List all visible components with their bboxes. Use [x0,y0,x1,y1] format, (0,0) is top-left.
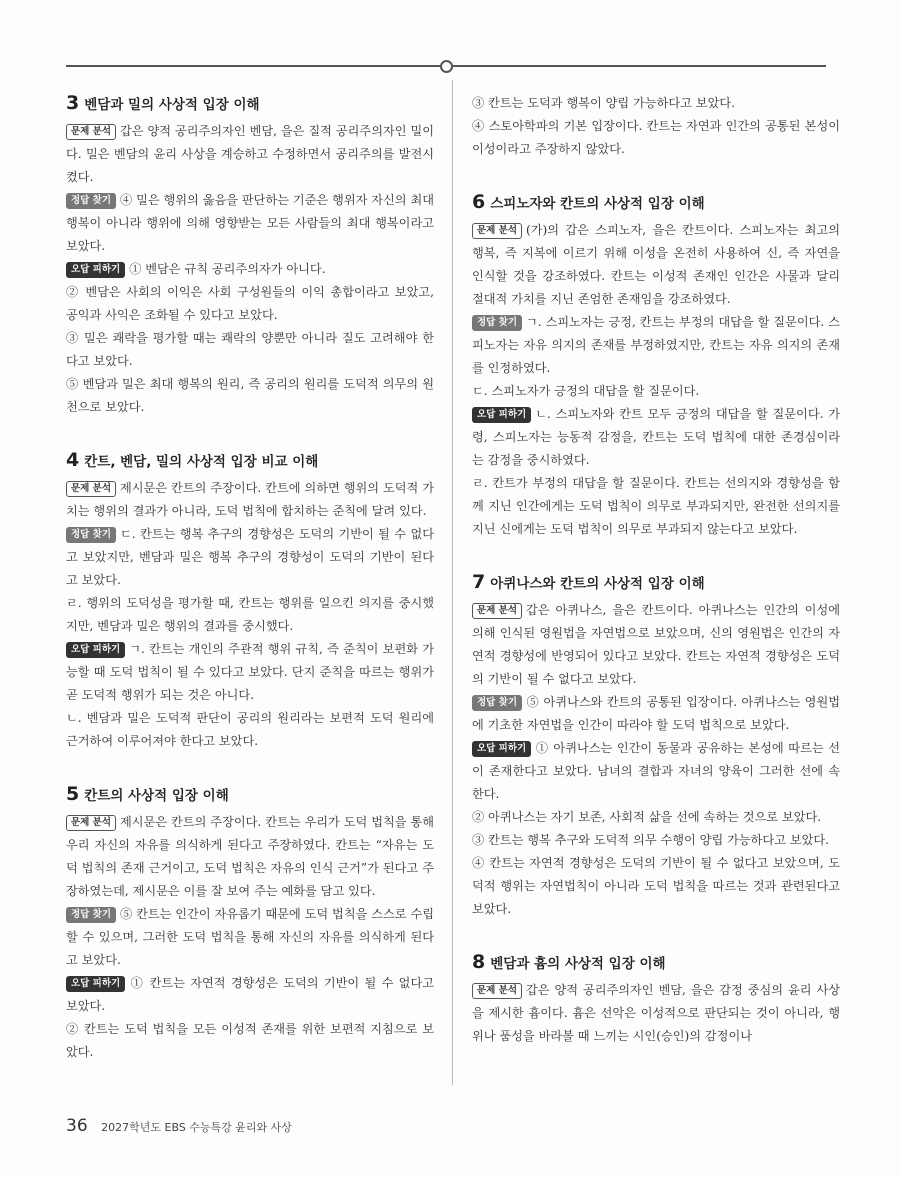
label-badge: 정답 찾기 [472,695,522,711]
label-badge: 문제 분석 [66,481,116,497]
paragraph [66,281,434,327]
paragraph-text: 갑은 양적 공리주의자인 벤담, 을은 감정 중심의 윤리 사상을 제시한 흄이다. 흄은 선악은 이성적으로 판단되는 것이 아니라, 행위나 품성을 바라볼 때 느끼는 시인(승인)의 감정이나 [472,983,840,1043]
paragraph-text: ② 칸트는 도덕 법칙을 모든 이성적 존재를 위한 보편적 지침으로 보았다. [66,1022,434,1059]
paragraph-text: ④ 스토아학파의 기본 입장이다. 칸트는 자연과 인간의 공통된 본성이 이성이라고 주장하지 않았다. [472,119,840,156]
label-badge: 오답 피하기 [66,976,125,992]
section [66,92,434,419]
section-heading [472,571,840,593]
left-column [66,92,434,1094]
section-title: 스피노자와 칸트의 사상적 입장 이해 [490,196,705,212]
label-badge: 오답 피하기 [66,642,125,658]
paragraph-text: 갑은 양적 공리주의자인 벤담, 을은 질적 공리주의자인 밀이다. 밀은 벤담의 윤리 사상을 계승하고 수정하면서 공리주의를 발전시켰다. [66,124,434,184]
paragraph [66,707,434,753]
paragraph-text: ㄱ. 스피노자는 긍정, 칸트는 부정의 대답을 할 질문이다. 스피노자는 자유 의지의 존재를 부정하였지만, 칸트는 자유 의지의 존재를 인정하였다. [472,315,840,375]
paragraph-text: ㄷ. 스피노자가 긍정의 대답을 할 질문이다. [472,384,700,398]
paragraph [66,523,434,592]
section-title: 칸트의 사상적 입장 이해 [84,788,229,804]
section-title: 칸트, 벤담, 밀의 사상적 입장 비교 이해 [84,454,319,470]
paragraph [472,737,840,806]
paragraph [472,219,840,311]
paragraph-text: ① 칸트는 자연적 경향성은 도덕의 기반이 될 수 없다고 보았다. [66,976,434,1013]
paragraph-text: ⑤ 아퀴나스와 칸트의 공통된 입장이다. 아퀴나스는 영원법에 기초한 자연법을 인간이 따라야 할 도덕 법칙으로 보았다. [472,695,840,732]
paragraph-text: 갑은 아퀴나스, 을은 칸트이다. 아퀴나스는 인간의 이성에 의해 인식된 영원법을 자연법으로 보았으며, 신의 영원법은 인간의 자연적 경향성에 반영되어 있다고 보았다. 칸트는 자연적 경향성은 도덕의 기반이 될 수 없다고 보았다. [472,603,840,686]
section-number: 7 [472,571,486,593]
section [66,783,434,1064]
section [472,951,840,1048]
section [66,449,434,753]
paragraph [66,903,434,972]
paragraph-text: ① 아퀴나스는 인간이 동물과 공유하는 본성에 따르는 선이 존재한다고 보았다. 남녀의 결합과 자녀의 양육이 그러한 선에 속한다. [472,741,840,801]
paragraph [472,979,840,1048]
section-heading [66,449,434,471]
page-footer [66,1116,292,1136]
section-title: 아퀴나스와 칸트의 사상적 입장 이해 [490,576,705,592]
paragraph [472,829,840,852]
paragraph-text: ② 벤담은 사회의 이익은 사회 구성원들의 이익 총합이라고 보았고, 공익과 사익은 조화될 수 있다고 보았다. [66,285,434,322]
paragraph [66,189,434,258]
paragraph-text: ③ 밀은 쾌락을 평가할 때는 쾌락의 양뿐만 아니라 질도 고려해야 한다고 보았다. [66,331,434,368]
paragraph-text: (가)의 갑은 스피노자, 을은 칸트이다. 스피노자는 최고의 행복, 즉 지복에 이르기 위해 이성을 온전히 사용하여 신, 즉 자연을 인식할 것을 강조하였다. 칸트는 이성적 존재인 인간은 사물과 달리 절대적 가치를 지닌 존엄한 존재임을 강조하였다. [472,223,840,306]
section-number: 3 [66,92,80,114]
section-number: 4 [66,449,80,471]
label-badge: 문제 분석 [66,124,116,140]
section-heading [472,191,840,213]
header-rule-dot [440,60,453,73]
label-badge: 정답 찾기 [66,907,116,923]
paragraph-text: ㄹ. 행위의 도덕성을 평가할 때, 칸트는 행위를 일으킨 의지를 중시했지만, 벤담과 밀은 행위의 결과를 중시했다. [66,596,434,633]
paragraph [472,115,840,161]
paragraph [66,373,434,419]
book-title: 2027학년도 EBS 수능특강 윤리와 사상 [101,1121,292,1134]
paragraph-text: 제시문은 칸트의 주장이다. 칸트에 의하면 행위의 도덕적 가치는 행위의 결과가 아니라, 도덕 법칙에 합치하는 준칙에 달려 있다. [66,481,434,518]
label-badge: 오답 피하기 [472,741,531,757]
paragraph-text: ㄱ. 칸트는 개인의 주관적 행위 규칙, 즉 준칙이 보편화 가능할 때 도덕 법칙이 될 수 있다고 보았다. 단지 준칙을 따르는 행위가 곧 도덕적 행위가 되는 것은 아니다. [66,642,434,702]
paragraph-text: ㄴ. 벤담과 밀은 도덕적 판단이 공리의 원리라는 보편적 도덕 원리에 근거하여 이루어져야 한다고 보았다. [66,711,434,748]
paragraph [66,327,434,373]
label-badge: 정답 찾기 [472,315,522,331]
section [472,191,840,541]
section-heading [66,92,434,114]
paragraph-text: ③ 칸트는 도덕과 행복이 양립 가능하다고 보았다. [472,96,735,110]
paragraph [472,852,840,921]
paragraph-text: ⑤ 칸트는 인간이 자유롭기 때문에 도덕 법칙을 스스로 수립할 수 있으며, 그러한 도덕 법칙을 통해 자신의 자유를 의식하게 된다고 보았다. [66,907,434,967]
right-column [472,92,840,1078]
section-number: 8 [472,951,486,973]
paragraph [66,592,434,638]
section-number: 5 [66,783,80,805]
paragraph [472,472,840,541]
label-badge: 정답 찾기 [66,193,116,209]
paragraph-text: 제시문은 칸트의 주장이다. 칸트는 우리가 도덕 법칙을 통해 우리 자신의 자유를 의식하게 된다고 주장하였다. 칸트는 “자유는 도덕 법칙의 존재 근거이고, 도덕 법칙은 자유의 인식 근거”가 된다고 주장하였는데, 제시문은 이를 잘 보여 주는 예화를 담고 있다. [66,815,434,898]
label-badge: 문제 분석 [66,815,116,831]
paragraph [66,638,434,707]
paragraph [472,380,840,403]
paragraph-text: ④ 밀은 행위의 옳음을 판단하는 기준은 행위자 자신의 최대 행복이 아니라 행위에 의해 영향받는 모든 사람들의 최대 행복이라고 보았다. [66,193,434,253]
paragraph [66,1018,434,1064]
paragraph [472,691,840,737]
paragraph [66,258,434,281]
column-divider [452,80,453,1085]
section-title: 벤담과 흄의 사상적 입장 이해 [490,956,666,972]
label-badge: 오답 피하기 [66,262,125,278]
label-badge: 문제 분석 [472,223,522,239]
section-heading [66,783,434,805]
paragraph [472,806,840,829]
paragraph [66,120,434,189]
label-badge: 정답 찾기 [66,527,116,543]
paragraph-text: ㄴ. 스피노자와 칸트 모두 긍정의 대답을 할 질문이다. 가령, 스피노자는 능동적 감정을, 칸트는 도덕 법칙에 대한 존경심이라는 감정을 중시하였다. [472,407,840,467]
paragraph-text: ④ 칸트는 자연적 경향성은 도덕의 기반이 될 수 없다고 보았으며, 도덕적 행위는 자연법칙이 아니라 도덕 법칙을 따르는 것과 관련된다고 보았다. [472,856,840,916]
section-title: 벤담과 밀의 사상적 입장 이해 [84,97,260,113]
label-badge: 오답 피하기 [472,407,531,423]
paragraph [66,972,434,1018]
label-badge: 문제 분석 [472,603,522,619]
page-number: 36 [66,1116,88,1136]
section [472,571,840,921]
paragraph-text: ⑤ 벤담과 밀은 최대 행복의 원리, 즉 공리의 원리를 도덕적 의무의 원천으로 보았다. [66,377,434,414]
paragraph [472,403,840,472]
paragraph-text: ㄷ. 칸트는 행복 추구의 경향성은 도덕의 기반이 될 수 없다고 보았지만, 벤담과 밀은 행복 추구의 경향성이 도덕의 기반이 된다고 보았다. [66,527,434,587]
paragraph-text: ㄹ. 칸트가 부정의 대답을 할 질문이다. 칸트는 선의지와 경향성을 함께 지닌 인간에게는 도덕 법칙이 의무로 부과되지만, 완전한 선의지를 지닌 신에게는 도덕 법칙이 의무로 부과되지 않는다고 보았다. [472,476,840,536]
paragraph-text: ③ 칸트는 행복 추구와 도덕적 의무 수행이 양립 가능하다고 보았다. [472,833,830,847]
paragraph [472,311,840,380]
paragraph-text: ② 아퀴나스는 자기 보존, 사회적 삶을 선에 속하는 것으로 보았다. [472,810,822,824]
paragraph [472,599,840,691]
paragraph [66,477,434,523]
section-heading [472,951,840,973]
section-number: 6 [472,191,486,213]
paragraph [66,811,434,903]
paragraph-text: ① 벤담은 규칙 공리주의자가 아니다. [129,262,326,276]
section-continued [472,92,840,161]
label-badge: 문제 분석 [472,983,522,999]
paragraph [472,92,840,115]
